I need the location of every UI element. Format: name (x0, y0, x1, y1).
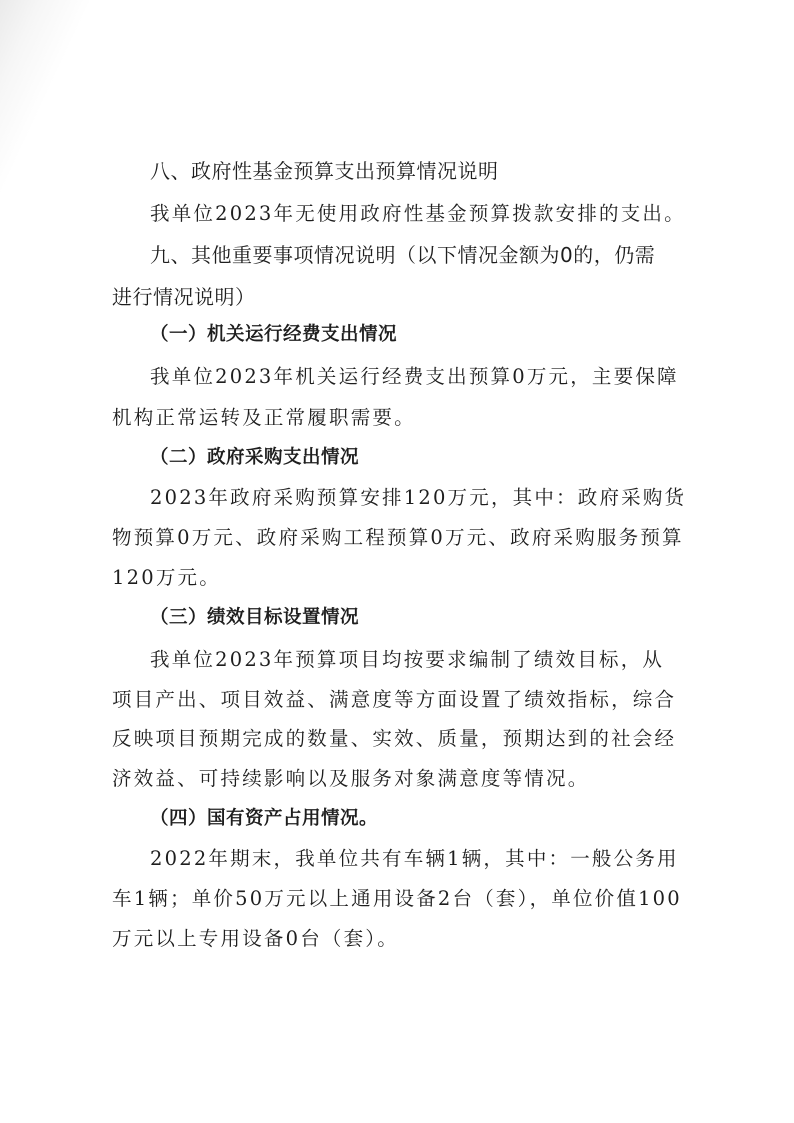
sub2-heading: （二）政府采购支出情况 (150, 447, 360, 468)
sub4-heading: （四）国有资产占用情况。 (150, 808, 379, 829)
section9-heading-line1: 九、其他重要事项情况说明（以下情况金额为0的，仍需 (150, 243, 656, 267)
scan-shadow (0, 0, 90, 300)
sub2-line3: 120万元。 (112, 566, 221, 589)
sub2-line1: 2023年政府采购预算安排120万元，其中：政府采购货 (150, 486, 687, 509)
sub3-line4: 济效益、可持续影响以及服务对象满意度等情况。 (112, 767, 590, 790)
sub4-line1: 2022年期末，我单位共有车辆1辆，其中：一般公务用 (150, 847, 679, 870)
sub3-line3: 反映项目预期完成的数量、实效、质量，预期达到的社会经 (112, 727, 677, 750)
section8-heading: 八、政府性基金预算支出预算情况说明 (150, 159, 499, 183)
sub3-line2: 项目产出、项目效益、满意度等方面设置了绩效指标，综合 (112, 688, 677, 711)
sub4-line2: 车1辆；单价50万元以上通用设备2台（套），单位价值100 (112, 887, 682, 910)
section9-heading-line2: 进行情况说明） (112, 285, 256, 309)
sub2-line2: 物预算0万元、政府采购工程预算0万元、政府采购服务预算 (112, 526, 684, 549)
sub3-heading: （三）绩效目标设置情况 (150, 607, 360, 628)
sub1-heading: （一）机关运行经费支出情况 (150, 324, 398, 345)
sub1-line2: 机构正常运转及正常履职需要。 (112, 406, 416, 429)
sub4-line3: 万元以上专用设备0台（套）。 (112, 927, 399, 950)
sub3-line1: 我单位2023年预算项目均按要求编制了绩效目标，从 (150, 648, 665, 671)
section8-body: 我单位2023年无使用政府性基金预算拨款安排的支出。 (150, 202, 686, 225)
sub1-line1: 我单位2023年机关运行经费支出预算0万元，主要保障 (150, 365, 679, 388)
